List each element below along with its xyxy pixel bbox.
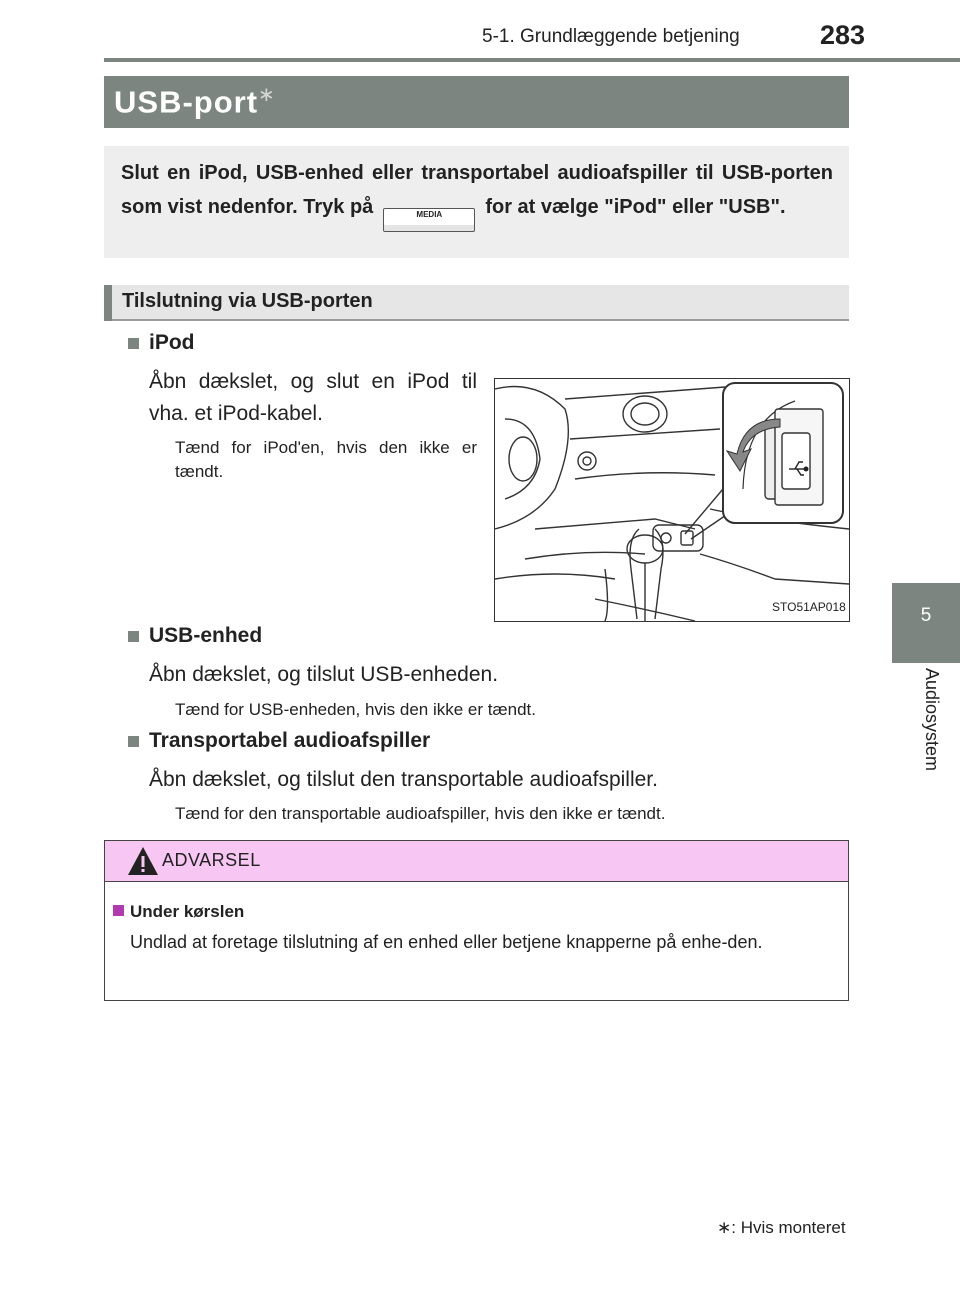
bullet-square-icon xyxy=(128,338,139,349)
chapter-label: Audiosystem xyxy=(922,668,942,772)
usb-port-illustration xyxy=(494,378,850,622)
item-body-ipod: Åbn dækslet, og slut en iPod til vha. et iPod-kabel. xyxy=(149,370,477,425)
item-note-ipod: Tænd for iPod'en, hvis den ikke er tændt. xyxy=(175,438,477,481)
warning-triangle-icon xyxy=(125,843,165,883)
title-text: USB-port xyxy=(114,84,259,120)
warning-bullet-icon xyxy=(113,905,124,916)
bullet-square-icon xyxy=(128,631,139,642)
item-note-portable: Tænd for den transportable audioafspiller, hvis den ikke er tændt. xyxy=(175,804,666,823)
warning-title: ADVARSEL xyxy=(162,850,261,870)
item-heading-usb: USB-enhed xyxy=(149,624,263,647)
item-body-usb: Åbn dækslet, og tilslut USB-enheden. xyxy=(149,663,499,686)
header-section-title: 5-1. Grundlæggende betjening xyxy=(482,26,740,47)
header-rule xyxy=(104,58,960,62)
subheading: Tilslutning via USB-porten xyxy=(122,290,373,312)
item-note-usb: Tænd for USB-enheden, hvis den ikke er tændt. xyxy=(175,700,536,719)
warning-subheading: Under kørslen xyxy=(130,902,245,921)
page-number: 283 xyxy=(820,20,866,50)
illustration-drawing xyxy=(495,379,849,621)
intro-text xyxy=(121,156,833,232)
title-marker: ∗ xyxy=(258,84,276,106)
warning-body: Undlad at foretage tilslutning af en enhed eller betjene knapperne på enhe-den. xyxy=(130,932,763,952)
item-heading-portable: Transportabel audioafspiller xyxy=(149,729,431,752)
page-title xyxy=(114,82,276,120)
intro-part2: for at vælge "iPod" eller "USB". xyxy=(485,196,786,218)
item-body-portable: Åbn dækslet, og tilslut den transportable audioafspiller. xyxy=(149,768,658,791)
illustration-code: STO51AP018 xyxy=(772,600,846,614)
chapter-number: 5 xyxy=(920,605,932,626)
bullet-square-icon xyxy=(128,736,139,747)
item-heading-ipod: iPod xyxy=(149,331,195,354)
footnote: ∗: Hvis monteret xyxy=(717,1218,846,1237)
media-button-icon: MEDIA xyxy=(383,208,475,232)
subheading-accent xyxy=(104,285,112,321)
intro-part1: Slut en iPod, USB-enhed eller transportabel audioafspiller til USB-porten som vist nedenfor. Tryk på xyxy=(121,162,833,218)
